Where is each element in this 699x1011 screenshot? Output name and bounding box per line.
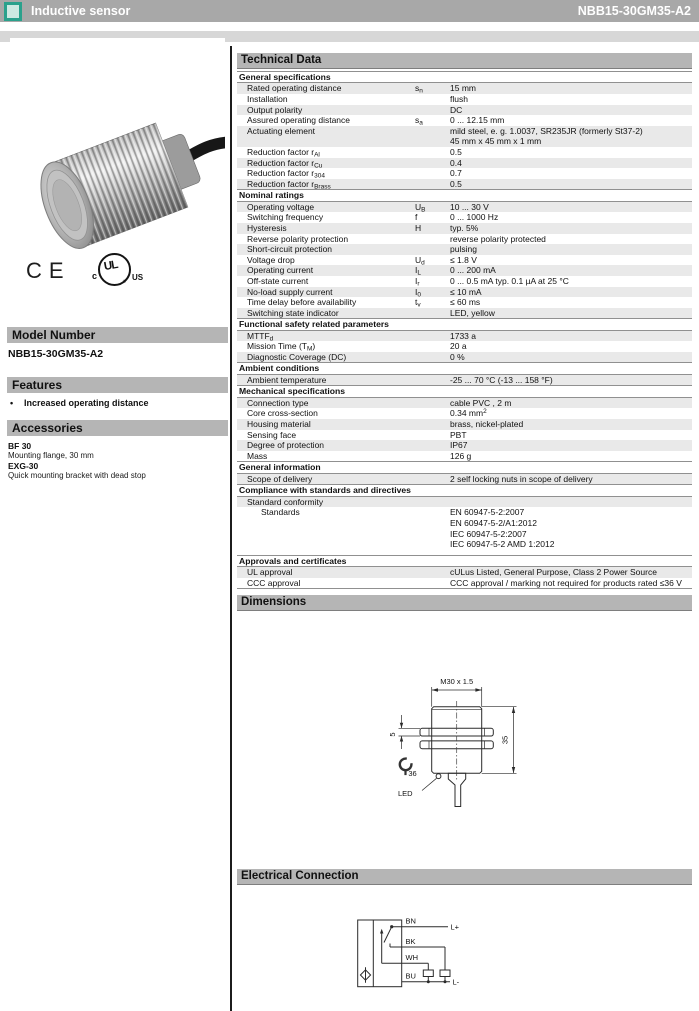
spec-symbol [415, 94, 450, 105]
spec-label: Hysteresis [247, 222, 287, 233]
spec-symbol [415, 179, 450, 190]
spec-label: Time delay before availability [247, 297, 357, 308]
spec-label: Output polarity [247, 104, 303, 115]
spec-label: Installation [247, 94, 288, 104]
spec-label: Reduction factor $r_{304}$ [247, 168, 325, 180]
spec-row [237, 287, 692, 298]
electrical-connection-heading: Electrical Connection [237, 869, 692, 885]
spec-value: 1733 a [450, 330, 476, 341]
spec-value: IP67 [450, 440, 468, 451]
spec-symbol [415, 507, 450, 549]
spec-label: Mass [247, 450, 268, 461]
spec-symbol [415, 126, 450, 147]
spec-value: pulsing [450, 244, 477, 255]
spec-value: CCC approval / marking not required for products rated ≤36 V [450, 577, 682, 588]
spec-row [237, 223, 692, 234]
spec-symbol [415, 341, 450, 352]
spec-row [237, 352, 692, 363]
spec-label: Sensing face [247, 429, 297, 440]
spec-value: 0.4 [450, 157, 462, 168]
spec-row [237, 115, 692, 126]
feature-text: Increased operating distance [24, 398, 149, 408]
spec-symbol: $I_L$ [415, 265, 421, 277]
feature-item [10, 398, 149, 408]
spec-value [450, 497, 692, 508]
product-model-header: NBB15-30GM35-A2 [577, 4, 691, 18]
spec-symbol: $s_a$ [415, 115, 423, 127]
ul-mark-letters: UL [103, 258, 119, 274]
spec-row [237, 578, 692, 589]
spec-row [237, 507, 692, 549]
spec-value: 0.5 [450, 178, 462, 189]
ul-registered-icon: ® [122, 279, 127, 284]
model-number-heading: Model Number [7, 327, 228, 343]
spec-symbol [415, 244, 450, 255]
spec-value: cable PVC , 2 m [450, 397, 512, 408]
spec-label: Short-circuit protection [247, 244, 333, 255]
spec-label: Housing material [247, 419, 311, 430]
spec-label: Reduction factor $r_{Al}$ [247, 146, 320, 159]
accessories-heading: Accessories [7, 420, 228, 436]
spec-symbol [415, 398, 450, 409]
technical-data-table [237, 71, 692, 589]
spec-row [237, 375, 692, 386]
spec-label: UL approval [247, 567, 293, 578]
spec-value: flush [450, 94, 468, 104]
spec-symbol: $I_r$ [415, 275, 420, 288]
led-indicator-icon [436, 774, 441, 779]
spec-symbol [415, 147, 450, 158]
spec-row [237, 398, 692, 409]
spec-row [237, 451, 692, 462]
spec-row [237, 234, 692, 245]
spec-label: CCC approval [247, 577, 301, 588]
wiring-diagram [350, 910, 485, 1002]
spec-value: 20 a [450, 341, 467, 352]
spec-symbol [415, 419, 450, 430]
spec-value: 15 mm [450, 83, 476, 94]
spec-row [237, 147, 692, 158]
inductive-sensor-symbol-icon [360, 967, 370, 982]
spec-row [237, 265, 692, 276]
spec-label: Rated operating distance [247, 83, 342, 94]
column-divider [230, 46, 232, 1011]
spec-row [237, 341, 692, 352]
spec-symbol [415, 567, 450, 578]
spec-value: LED, yellow [450, 307, 495, 318]
spec-symbol [415, 497, 450, 508]
spec-row [237, 202, 692, 213]
spec-row [237, 94, 692, 105]
spec-label: Operating voltage [247, 201, 315, 212]
spec-row [237, 244, 692, 255]
spec-label: Standards [261, 507, 300, 518]
spec-value: DC [450, 104, 463, 115]
spec-value: 0 % [450, 351, 465, 362]
spec-symbol [415, 158, 450, 169]
spec-row [237, 158, 692, 169]
spec-section-header: Ambient conditions [237, 362, 692, 374]
brand-logo-square [4, 2, 22, 21]
spec-symbol: $t_v$ [415, 297, 421, 309]
terminal-lminus-label: L- [452, 977, 460, 987]
spec-value: brass, nickel-plated [450, 419, 524, 430]
spec-symbol [415, 440, 450, 451]
spec-label: Reduction factor $r_{Brass}$ [247, 178, 331, 191]
spec-label: Voltage drop [247, 254, 295, 265]
spec-value: 0 ... 12.15 mm [450, 115, 505, 126]
features-heading: Features [7, 377, 228, 393]
spec-section-header: Compliance with standards and directives [237, 484, 692, 496]
ul-mark-us: US [132, 273, 144, 282]
spec-symbol: f [415, 212, 418, 223]
spec-value: ≤ 60 ms [450, 297, 481, 308]
spec-row [237, 497, 692, 508]
spec-row [237, 126, 692, 147]
ul-mark-c: c [92, 271, 98, 281]
spec-section-header: General specifications [237, 71, 692, 83]
terminal-lplus-label: L+ [450, 922, 460, 932]
spec-row [237, 297, 692, 308]
spec-symbol [415, 474, 450, 485]
top-header-bar [0, 0, 699, 22]
spec-label: Reduction factor $r_{Cu}$ [247, 157, 323, 170]
spec-value: ≤ 10 mA [450, 286, 482, 297]
spec-row [237, 308, 692, 319]
dim-thread-label: M30 x 1.5 [440, 677, 474, 686]
wire-bn-label: BN [405, 916, 416, 926]
spec-value: PBT [450, 429, 467, 440]
spec-section-header: Mechanical specifications [237, 385, 692, 397]
spec-section-header: Functional safety related parameters [237, 318, 692, 330]
spec-symbol [415, 352, 450, 363]
spec-symbol [415, 234, 450, 245]
dim-led-label: LED [398, 789, 413, 798]
model-number-value: NBB15-30GM35-A2 [8, 348, 104, 360]
accessory-name: BF 30 [8, 441, 32, 451]
dim-wrench-size-label: 36 [408, 769, 417, 778]
spec-symbol [415, 408, 450, 419]
accessory-name: EXG-30 [8, 461, 39, 471]
wire-bk-label: BK [405, 936, 416, 946]
technical-data-heading: Technical Data [237, 53, 692, 69]
accessory-desc: Mounting flange, 30 mm [8, 451, 94, 460]
spec-row [237, 168, 692, 179]
spec-symbol [415, 578, 450, 589]
spec-label: Scope of delivery [247, 473, 313, 484]
spec-value: cULus Listed, General Purpose, Class 2 Power Source [450, 567, 657, 578]
spec-row [237, 474, 692, 485]
spec-section-header: General information [237, 461, 692, 473]
spec-label: Operating current [247, 265, 314, 276]
spec-label: Off-state current [247, 275, 309, 286]
dimensions-heading: Dimensions [237, 595, 692, 611]
spec-value: 2 self locking nuts in scope of delivery [450, 473, 593, 484]
spec-section-header: Approvals and certificates [237, 555, 692, 567]
spec-symbol: $U_B$ [415, 201, 426, 214]
spec-value: 0.7 [450, 168, 462, 179]
spec-symbol [415, 375, 450, 386]
spec-row [237, 440, 692, 451]
spec-symbol: $U_d$ [415, 254, 425, 267]
spec-symbol [415, 331, 450, 342]
spec-symbol: $I_0$ [415, 286, 421, 298]
spec-row [237, 276, 692, 287]
spec-label: Switching frequency [247, 212, 324, 223]
spec-value: -25 ... 70 °C (-13 ... 158 °F) [450, 374, 553, 385]
spec-symbol [415, 451, 450, 462]
accessory-desc: Quick mounting bracket with dead stop [8, 471, 146, 480]
spec-row [237, 255, 692, 266]
spec-value: 0 ... 0.5 mA typ. 0.1 µA at 25 °C [450, 275, 569, 286]
ul-mark [92, 253, 143, 286]
spec-value: mild steel, e. g. 1.0037, SR235JR (formerly St37-2) 45 mm x 45 mm x 1 mm [450, 125, 643, 147]
bullet-icon: • [10, 398, 14, 408]
spec-section-header: Nominal ratings [237, 189, 692, 201]
spec-symbol [415, 105, 450, 116]
spec-value: typ. 5% [450, 222, 479, 233]
spec-row [237, 179, 692, 190]
spec-label: Core cross-section [247, 408, 318, 419]
spec-symbol: H [415, 222, 422, 233]
wire-bu-label: BU [405, 971, 416, 981]
ce-mark: CE [26, 258, 71, 283]
spec-row [237, 331, 692, 342]
spec-symbol: $s_n$ [415, 83, 423, 95]
spec-label: $MTTF_d$ [247, 330, 274, 343]
spec-label: Connection type [247, 397, 309, 408]
spec-label: No-load supply current [247, 286, 333, 297]
wire-wh-label: WH [405, 953, 418, 962]
product-category-title: Inductive sensor [31, 4, 131, 18]
spec-symbol [415, 308, 450, 319]
ul-mark-circle [98, 253, 131, 286]
spec-label: Actuating element [247, 125, 316, 136]
dim-nut-height-label: 5 [388, 732, 397, 737]
spec-label: Degree of protection [247, 440, 325, 451]
spec-label: Mission Time $(T_M)$ [247, 341, 316, 353]
spec-value: ≤ 1.8 V [450, 254, 477, 265]
dim-body-length-label: 35 [500, 735, 510, 745]
spec-value: reverse polarity protected [450, 233, 546, 244]
spec-value: 0.34 $mm^2$ [450, 408, 487, 419]
spec-value: 0 ... 1000 Hz [450, 212, 499, 223]
spec-label: Diagnostic Coverage (DC) [247, 351, 347, 362]
spec-symbol [415, 430, 450, 441]
spec-symbol [415, 168, 450, 179]
spec-row [237, 430, 692, 441]
spec-row [237, 83, 692, 94]
spec-label: Reverse polarity protection [247, 233, 349, 244]
dimension-drawing [385, 668, 535, 818]
spec-label: Ambient temperature [247, 374, 327, 385]
spec-value: 10 ... 30 V [450, 201, 489, 212]
spec-row [237, 105, 692, 116]
spec-label: Standard conformity [247, 496, 324, 507]
spec-row [237, 408, 692, 419]
spec-row [237, 419, 692, 430]
spec-label: Switching state indicator [247, 307, 339, 318]
spec-label: Assured operating distance [247, 115, 351, 126]
spec-value: EN 60947-5-2:2007 EN 60947-5-2/A1:2012 IEC 60947-5-2:2007 IEC 60947-5-2 AMD 1:2012 [450, 507, 555, 550]
spec-row [237, 212, 692, 223]
spec-value: 0 ... 200 mA [450, 265, 496, 276]
spec-value: 126 g [450, 450, 472, 461]
spec-value: 0.5 [450, 146, 462, 157]
spec-row [237, 567, 692, 578]
